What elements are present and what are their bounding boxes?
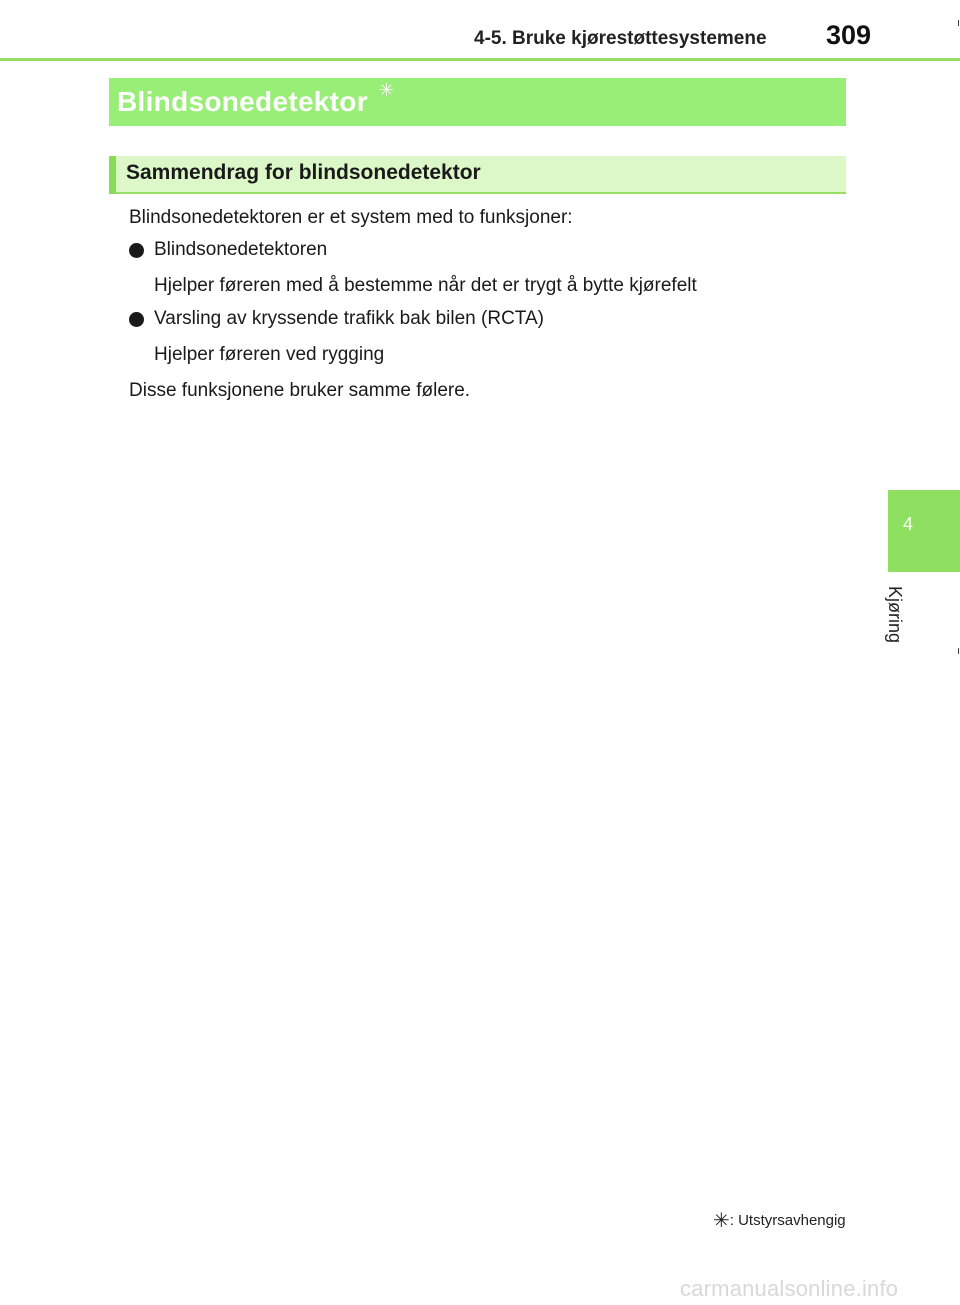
section-title-bar [109, 78, 846, 126]
chapter-label [884, 586, 924, 656]
outro-paragraph: Disse funksjonene bruker samme følere. [129, 380, 471, 401]
intro-paragraph: Blindsonedetektoren er et system med to funksjoner: [129, 207, 573, 228]
footnote-text: : Utstyrsavhengig [729, 1212, 846, 1229]
bullet-icon [129, 312, 144, 327]
bullet-item-label: Blindsonedetektoren [154, 239, 328, 260]
subsection-title-bar [109, 156, 846, 194]
header-divider [0, 58, 960, 61]
watermark: carmanualsonline.info [680, 1276, 899, 1301]
bullet-icon [129, 243, 144, 258]
chapter-number: 4 [902, 514, 913, 534]
page-number: 309 [826, 20, 872, 50]
chapter-label-text: Kjøring [885, 586, 905, 644]
subsection-title: Sammendrag for blindsonedetektor [126, 161, 481, 184]
bullet-item-description: Hjelper føreren ved rygging [154, 344, 385, 365]
subsection-accent [109, 156, 116, 194]
crop-mark [958, 20, 959, 26]
bullet-item-description: Hjelper føreren med å bestemme når det er trygt å bytte kjørefelt [154, 275, 697, 296]
asterisk-icon: ✳ [379, 80, 395, 100]
chapter-tab [888, 490, 960, 572]
section-title: Blindsonedetektor [117, 86, 368, 117]
asterisk-icon: ✳ [713, 1210, 730, 1232]
bullet-item-label: Varsling av kryssende trafikk bak bilen (RCTA) [154, 308, 544, 329]
header-section-title: 4-5. Bruke kjørestøttesystemene [474, 28, 767, 49]
footnote [713, 1208, 846, 1233]
crop-mark [958, 648, 959, 654]
